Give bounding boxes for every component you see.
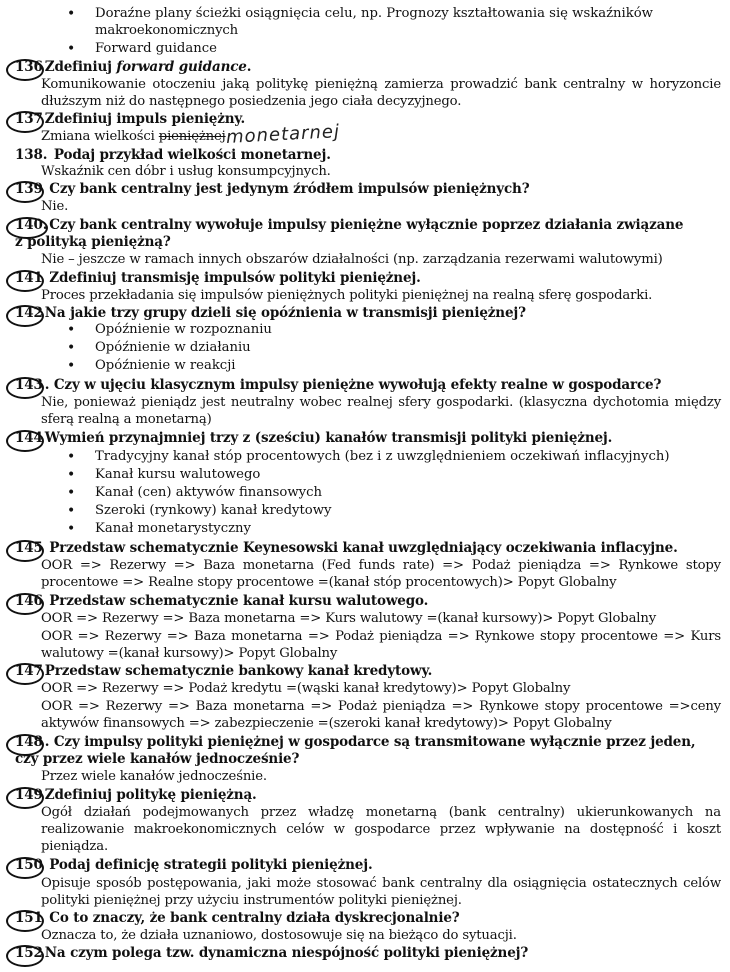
answer-145: OOR => Rezerwy => Baza monetarna (Fed funds rate) => Podaż pieniądza => Rynkowe stopy procentowe => Realne stopy procentowe =(kanał stóp procentowych)> Popyt Globalny: [41, 558, 721, 590]
question-151: 151 Co to znaczy, że bank centralny działa dyskrecjonalnie?: [15, 910, 460, 926]
question-139: 139 Czy bank centralny jest jedynym źródłem impulsów pieniężnych?: [15, 181, 530, 197]
question-148-cont: czy przez wiele kanałów jednocześnie?: [15, 751, 300, 767]
list-item: • Forward guidance: [68, 41, 217, 56]
question-148: 148 . Czy impulsy polityki pieniężnej w gospodarce są transmitowane wyłącznie przez jeden,: [15, 734, 696, 750]
question-138: 138. Podaj przykład wielkości monetarnej.: [15, 147, 331, 163]
answer-150: Opisuje sposób postępowania, jaki może stosować bank centralny dla osiągnięcia ostatecznych celów polityki pieniężnej przy użyciu instrumentów polityki pieniężnej.: [41, 876, 721, 908]
answer-151: Oznacza to, że działa uznaniowo, dostosowuje się na bieżąco do sytuacji.: [41, 928, 517, 943]
question-137: 137 Zdefiniuj impuls pieniężny.: [15, 111, 246, 127]
question-152: 152 Na czym polega tzw. dynamiczna niespójność polityki pieniężnej?: [15, 945, 529, 961]
question-141: 141 Zdefiniuj transmisję impulsów polityki pieniężnej.: [15, 270, 421, 286]
handwritten-annotation: monetarnej: [225, 121, 341, 148]
question-145: 145 Przedstaw schematycznie Keynesowski kanał uwzględniający oczekiwania inflacyjne.: [15, 540, 678, 556]
question-136: 136 Zdefiniuj forward guidance.: [15, 59, 252, 75]
answer-148: Przez wiele kanałów jednocześnie.: [41, 769, 267, 784]
answer-140: Nie – jeszcze w ramach innych obszarów działalności (np. zarządzania rezerwami walutowymi): [41, 252, 663, 267]
question-140-cont: z polityką pieniężną?: [15, 234, 171, 250]
answer-147-line2: OOR => Rezerwy => Baza monetarna => Podaż pieniądza => Rynkowe stopy procentowe =>ceny aktywów finansowych => zabezpieczenie =(szeroki kanał kredytowy)> Popyt Globalny: [41, 699, 721, 731]
list-item: • Doraźne plany ścieżki osiągnięcia celu, np. Prognozy kształtowania się wskaźników: [68, 6, 653, 21]
list-item: • Kanał (cen) aktywów finansowych: [68, 485, 322, 500]
answer-137: Zmiana wielkości pieniężnej: [41, 129, 226, 144]
answer-146-line2: OOR => Rezerwy => Baza monetarna => Podaż pieniądza => Rynkowe stopy procentowe => Kurs walutowy =(kanał kursowy)> Popyt Globalny: [41, 629, 721, 661]
question-143: 143 . Czy w ujęciu klasycznym impulsy pieniężne wywołują efekty realne w gospodarce?: [15, 377, 662, 393]
list-item: • Kanał kursu walutowego: [68, 467, 260, 482]
question-142: 142 Na jakie trzy grupy dzieli się opóźnienia w transmisji pieniężnej?: [15, 305, 526, 321]
question-140: 140. Czy bank centralny wywołuje impulsy pieniężne wyłącznie poprzez działania związane: [15, 217, 684, 233]
answer-139: Nie.: [41, 199, 69, 214]
question-146: 146 Przedstaw schematycznie kanał kursu walutowego.: [15, 593, 429, 609]
question-147: 147 Przedstaw schematycznie bankowy kanał kredytowy.: [15, 663, 433, 679]
answer-149: Ogół działań podejmowanych przez władzę monetarną (bank centralny) ukierunkowanych na realizowanie makroekonomicznych celów w gospodarce przez wpływanie na dostępność i koszt pieniądza.: [41, 805, 721, 854]
list-item: • Kanał monetarystyczny: [68, 521, 251, 536]
list-item: • Tradycyjny kanał stóp procentowych (bez i z uwzględnieniem oczekiwań inflacyjnych): [68, 449, 669, 464]
answer-147-line1: OOR => Rezerwy => Podaż kredytu =(wąski kanał kredytowy)> Popyt Globalny: [41, 681, 571, 696]
list-item: • Opóźnienie w działaniu: [68, 340, 251, 355]
question-150: 150 Podaj definicję strategii polityki pieniężnej.: [15, 857, 373, 873]
answer-146-line1: OOR => Rezerwy => Baza monetarna => Kurs walutowy =(kanał kursowy)> Popyt Globalny: [41, 611, 657, 626]
answer-143: Nie, ponieważ pieniądz jest neutralny wobec realnej sfery gospodarki. (klasyczna dychotomia między sferą realną a monetarną): [41, 395, 721, 427]
answer-136: Komunikowanie otoczeniu jaką politykę pieniężną zamierza prowadzić bank centralny w horyzoncie dłuższym niż do następnego posiedzenia jego ciała decyzyjnego.: [41, 77, 721, 109]
list-item-continuation: makroekonomicznych: [95, 23, 238, 38]
question-144: 144 Wymień przynajmniej trzy z (sześciu) kanałów transmisji polityki pieniężnej.: [15, 430, 613, 446]
list-item: • Opóźnienie w reakcji: [68, 358, 236, 373]
answer-138: Wskaźnik cen dóbr i usług konsumpcyjnych.: [41, 164, 331, 179]
question-149: 149 Zdefiniuj politykę pieniężną.: [15, 787, 257, 803]
list-item: • Szeroki (rynkowy) kanał kredytowy: [68, 503, 331, 518]
answer-141: Proces przekładania się impulsów pieniężnych polityki pieniężnej na realną sferę gospodarki.: [41, 288, 653, 303]
list-item: • Opóźnienie w rozpoznaniu: [68, 322, 272, 337]
